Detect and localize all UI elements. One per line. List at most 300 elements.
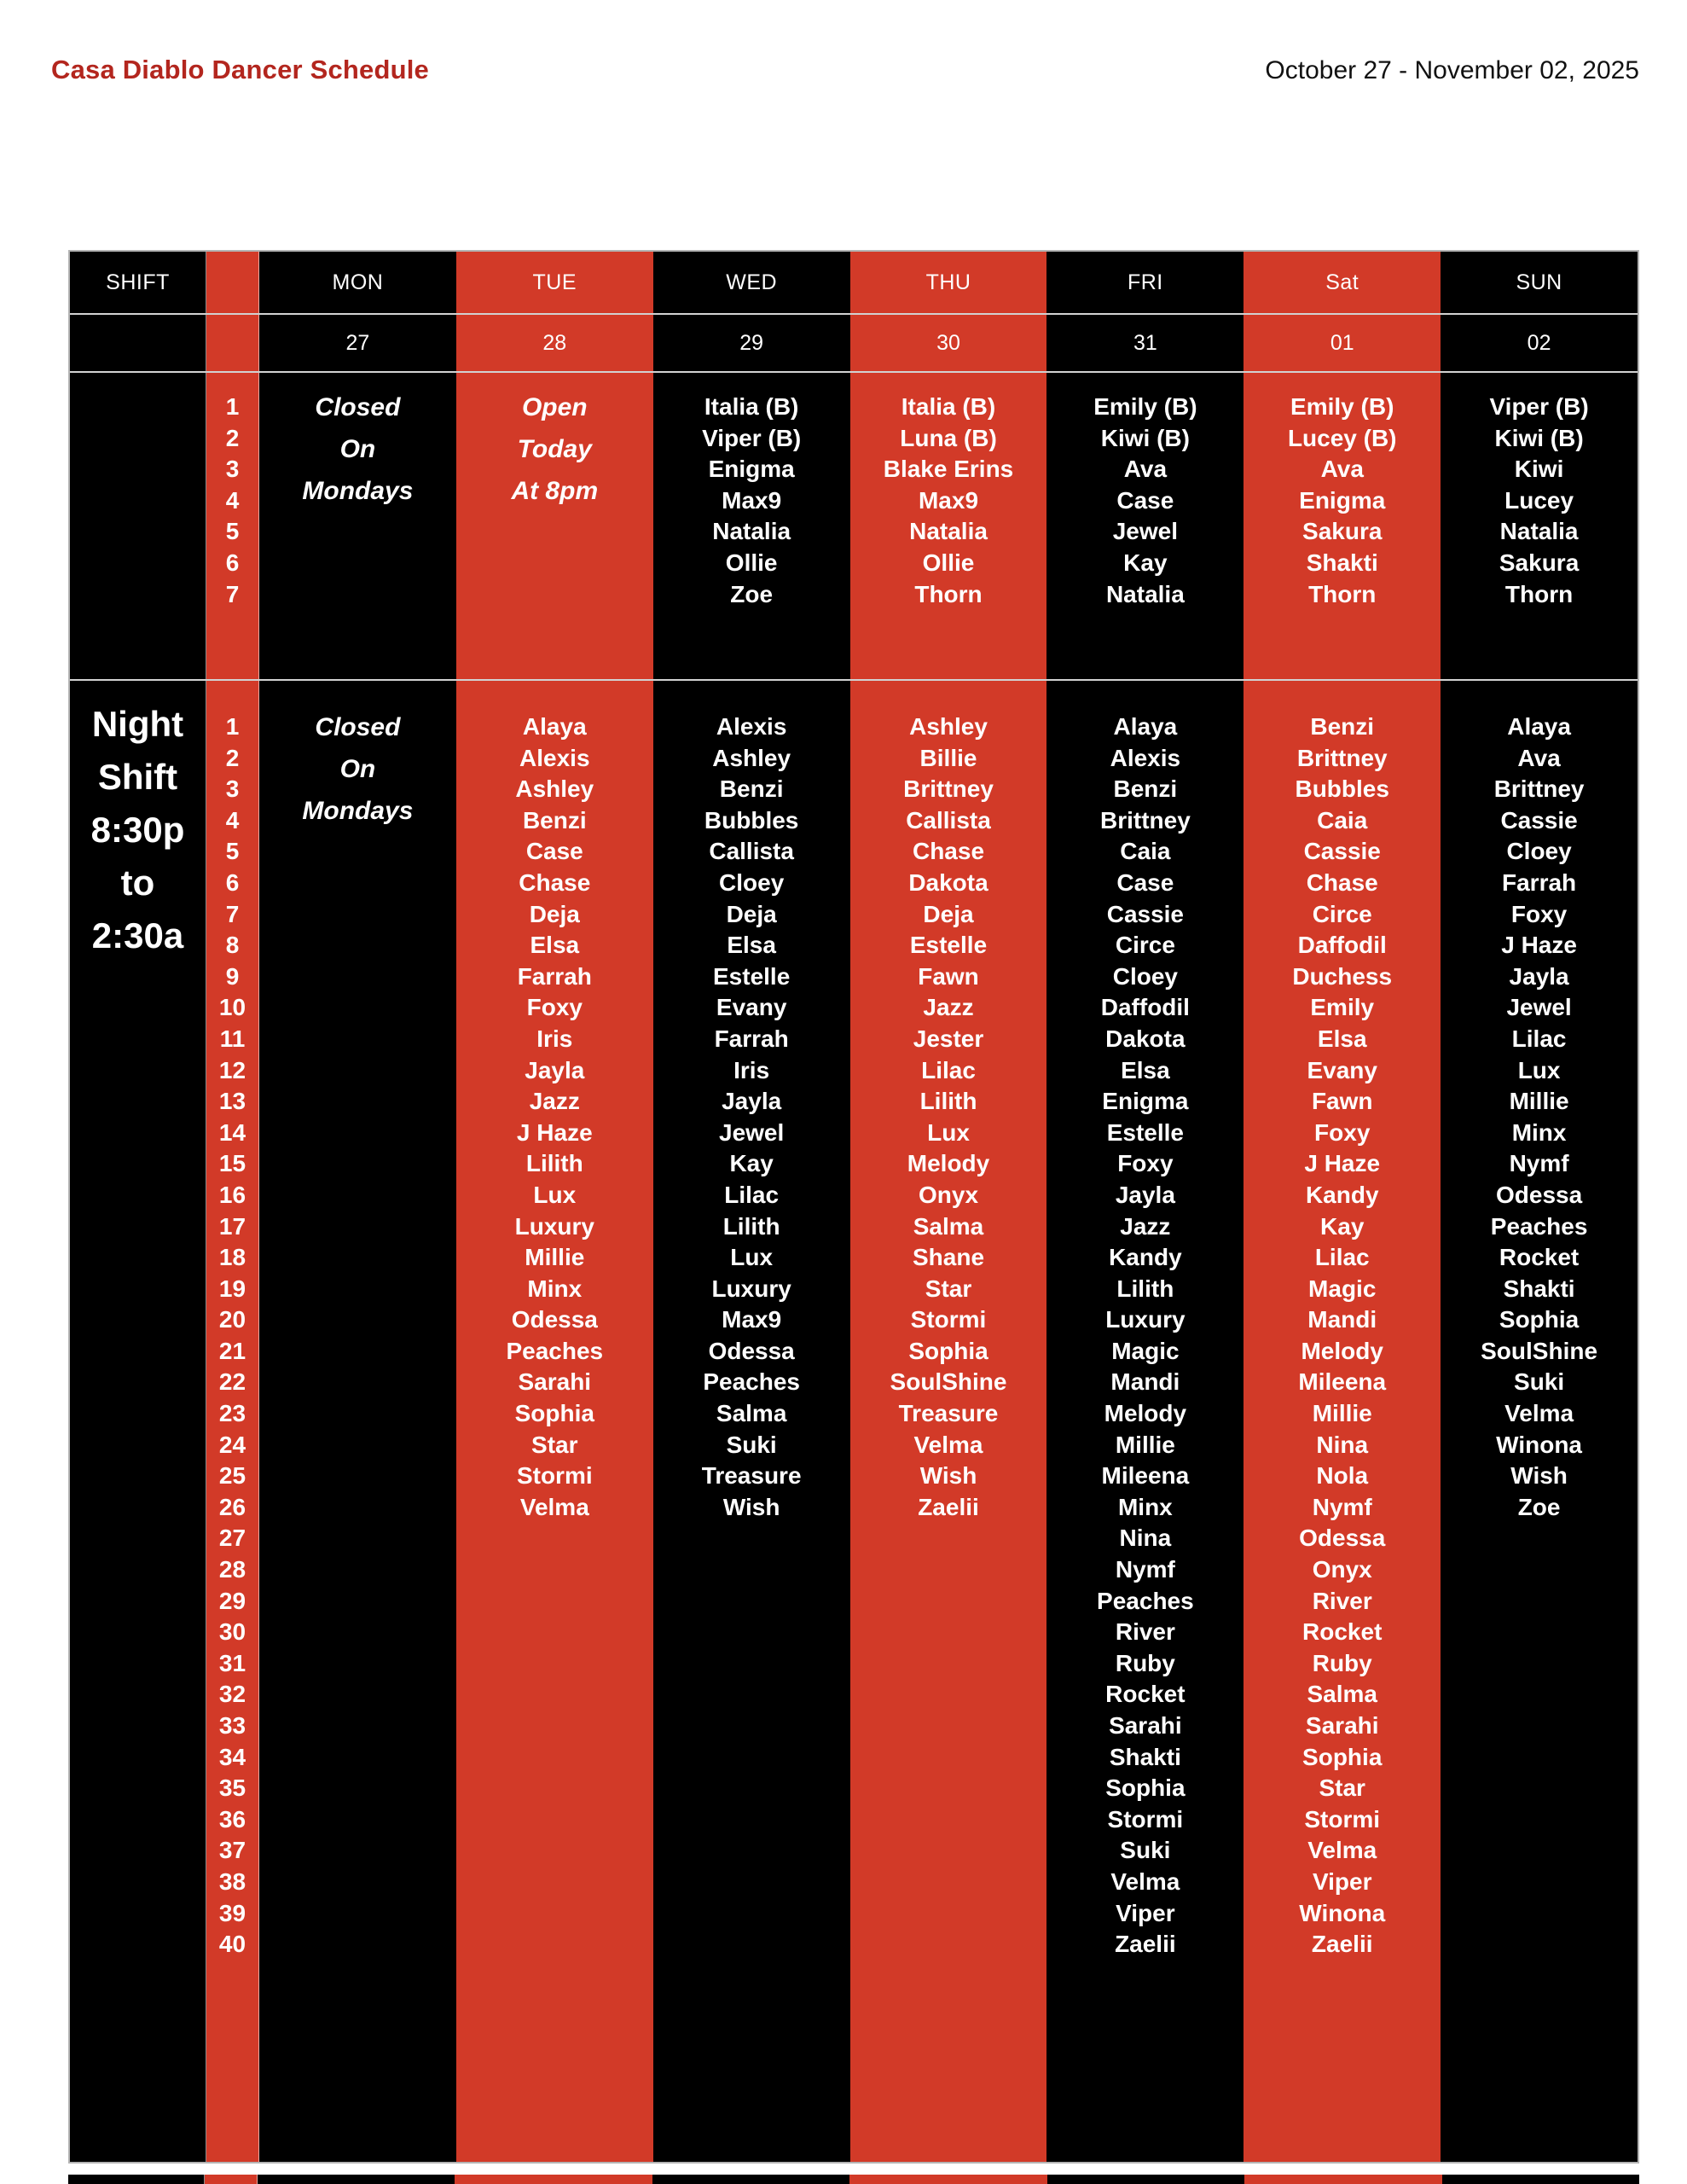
schedule-cell-thu-night — [850, 681, 1047, 2162]
day-header-label: MON — [332, 270, 384, 294]
dancer-name: Millie — [1509, 1088, 1569, 1115]
dancer-name: Jayla — [525, 1056, 585, 1083]
dancer-name: Nymf — [1312, 1493, 1372, 1520]
dancer-name: Alaya — [1113, 713, 1178, 740]
dancer-name: Jewel — [719, 1118, 785, 1146]
shift-label-line: Night — [91, 704, 184, 744]
dancer-name: Daffodil — [1100, 994, 1190, 1021]
dancer-name: Cassie — [1500, 806, 1578, 834]
sliver-cell-sun — [1442, 2175, 1639, 2184]
dancer-name: Emily (B) — [1290, 393, 1394, 420]
schedule-cell-sat-day — [1244, 373, 1441, 679]
dancer-name: Chase — [912, 838, 985, 865]
dancer-name: Magic — [1308, 1275, 1377, 1302]
dancer-name: Minx — [1511, 1118, 1567, 1146]
row-number: 17 — [218, 1212, 246, 1240]
schedule-cell-sun-night — [1441, 681, 1638, 2162]
dancer-name: Chase — [519, 868, 591, 896]
note-line: On — [339, 755, 376, 783]
dancer-name: J Haze — [1501, 932, 1577, 959]
dancer-name: Sakura — [1302, 518, 1383, 545]
dancer-name: Kiwi (B) — [1100, 424, 1190, 451]
dancer-name: Foxy — [1117, 1150, 1174, 1177]
row-number: 35 — [218, 1774, 246, 1802]
dancer-list — [456, 681, 653, 1523]
dancer-name: Wish — [1510, 1462, 1568, 1490]
row-number: 9 — [225, 962, 240, 990]
dancer-name: Cloey — [719, 868, 785, 896]
dancer-name: Lux — [1517, 1056, 1561, 1083]
dancer-name: Brittney — [903, 775, 994, 803]
dancer-name: Rocket — [1302, 1618, 1383, 1646]
dancer-name: Lilith — [722, 1212, 780, 1240]
row-number: 25 — [218, 1462, 246, 1490]
dancer-name: Cassie — [1106, 900, 1185, 927]
dancer-name: Zaelii — [1311, 1931, 1373, 1958]
row-number: 16 — [218, 1181, 246, 1208]
dancer-name: Sarahi — [1305, 1712, 1379, 1739]
dancer-list — [653, 373, 850, 610]
column-header-tue — [456, 252, 653, 313]
row-number: 1 — [225, 393, 240, 420]
dancer-name: Max9 — [918, 486, 979, 514]
dancer-name: Odessa — [1496, 1181, 1583, 1208]
dancer-name: Viper — [1116, 1899, 1175, 1926]
sliver-cell-sat — [1244, 2175, 1441, 2184]
dancer-name: Elsa — [1121, 1056, 1170, 1083]
day-header-label: THU — [925, 270, 971, 294]
dancer-name: Bubbles — [704, 806, 799, 834]
date-label: 28 — [542, 330, 567, 355]
row-number: 10 — [218, 994, 246, 1021]
dancer-name: Lilith — [1116, 1275, 1174, 1302]
dancer-name: Emily (B) — [1093, 393, 1197, 420]
dancer-name: Evany — [1307, 1056, 1377, 1083]
dancer-name: Kay — [1320, 1212, 1365, 1240]
date-range: October 27 - November 02, 2025 — [1265, 56, 1639, 84]
dancer-name: Shakti — [1306, 549, 1378, 576]
date-cell-shift — [70, 315, 206, 371]
dancer-name: Benzi — [719, 775, 784, 803]
dancer-name: Farrah — [714, 1025, 789, 1052]
dancer-name: Deja — [529, 900, 580, 927]
dancer-name: Suki — [726, 1431, 777, 1458]
dancer-name: Millie — [1312, 1400, 1372, 1427]
dancer-name: Treasure — [701, 1462, 802, 1490]
row-number: 3 — [225, 775, 240, 803]
row-number: 7 — [225, 580, 240, 607]
dancer-name: Sakura — [1499, 549, 1580, 576]
dancer-name: Suki — [1514, 1368, 1565, 1396]
day-header-label: SUN — [1516, 270, 1562, 294]
note-text — [259, 681, 456, 832]
date-cell-mon — [259, 315, 456, 371]
dancer-name: Ruby — [1312, 1649, 1372, 1676]
schedule-cell-tue-night — [456, 681, 653, 2162]
column-header-shift — [70, 252, 206, 313]
dancer-name: Kiwi — [1514, 456, 1564, 483]
row-number: 33 — [218, 1712, 246, 1739]
dancer-name: Case — [525, 838, 583, 865]
dancer-name: Minx — [527, 1275, 583, 1302]
date-cell-thu — [850, 315, 1047, 371]
dancer-name: Jayla — [1509, 962, 1569, 990]
dancer-name: Mandi — [1307, 1306, 1377, 1333]
dancer-name: Peaches — [506, 1337, 604, 1364]
date-row — [70, 313, 1638, 371]
column-header-sun — [1441, 252, 1638, 313]
dancer-name: Mandi — [1110, 1368, 1180, 1396]
dancer-name: Farrah — [1502, 868, 1577, 896]
dancer-name: Kay — [729, 1150, 774, 1177]
row-numbers — [206, 681, 258, 1960]
shift-label-cell-day — [70, 373, 206, 679]
dancer-name: Estelle — [909, 932, 988, 959]
dancer-name: Velma — [1307, 1837, 1377, 1864]
header-row — [70, 252, 1638, 313]
dancer-name: SoulShine — [890, 1368, 1007, 1396]
dancer-name: Lilac — [1314, 1244, 1370, 1271]
dancer-list — [850, 373, 1047, 610]
dancer-name: Deja — [923, 900, 974, 927]
dancer-name: Salma — [1307, 1681, 1377, 1708]
dancer-name: Stormi — [1107, 1805, 1184, 1833]
note-line: Open — [521, 393, 588, 421]
dancer-name: Chase — [1306, 868, 1378, 896]
dancer-name: Onyx — [1312, 1556, 1372, 1583]
dancer-name: Jazz — [923, 994, 974, 1021]
dancer-name: Daffodil — [1297, 932, 1387, 959]
dancer-name: Salma — [716, 1400, 787, 1427]
row-number: 36 — [218, 1805, 246, 1833]
dancer-name: Case — [1116, 868, 1174, 896]
row-number: 11 — [219, 1025, 246, 1052]
dancer-name: Melody — [1301, 1337, 1383, 1364]
dancer-name: Alexis — [716, 713, 787, 740]
dancer-name: Elsa — [1317, 1025, 1367, 1052]
dancer-list — [653, 681, 850, 1523]
column-header-thu — [850, 252, 1047, 313]
dancer-name: Velma — [1504, 1400, 1574, 1427]
dancer-name: Zoe — [1517, 1493, 1561, 1520]
schedule-table — [68, 250, 1639, 2164]
dancer-name: Sophia — [514, 1400, 594, 1427]
day-header-label: TUE — [532, 270, 577, 294]
dancer-name: Kandy — [1109, 1244, 1182, 1271]
dancer-name: Foxy — [526, 994, 583, 1021]
date-cell-tue — [456, 315, 653, 371]
schedule-cell-tue-day — [456, 373, 653, 679]
dancer-name: Ashley — [712, 744, 791, 771]
dancer-name: Melody — [907, 1150, 990, 1177]
dancer-name: Max9 — [722, 486, 782, 514]
row-number: 26 — [218, 1493, 246, 1520]
dancer-list — [1244, 373, 1441, 610]
dancer-name: Callista — [709, 838, 794, 865]
page-header — [51, 55, 1639, 85]
row-numbers-cell-day — [206, 373, 259, 679]
date-label: 29 — [739, 330, 764, 355]
dancer-name: Lux — [730, 1244, 774, 1271]
dancer-name: Bubbles — [1295, 775, 1389, 803]
dancer-name: Elsa — [727, 932, 776, 959]
dancer-name: Star — [1319, 1774, 1365, 1802]
row-number: 14 — [218, 1118, 246, 1146]
date-cell-fri — [1046, 315, 1244, 371]
row-number: 1 — [225, 713, 240, 740]
dancer-name: Circe — [1115, 932, 1175, 959]
row-number: 6 — [225, 868, 240, 896]
dancer-name: Dakota — [908, 868, 988, 896]
dancer-name: Lux — [927, 1118, 970, 1146]
dancer-name: Dakota — [1105, 1025, 1186, 1052]
sliver-cell-shift — [68, 2175, 205, 2184]
row-number: 39 — [218, 1899, 246, 1926]
dancer-name: Millie — [1115, 1431, 1175, 1458]
dancer-name: Duchess — [1292, 962, 1393, 990]
dancer-name: Thorn — [914, 580, 983, 607]
dancer-name: Thorn — [1504, 580, 1574, 607]
dancer-name: Kandy — [1305, 1181, 1379, 1208]
dancer-name: Shakti — [1503, 1275, 1575, 1302]
row-number: 4 — [225, 486, 240, 514]
row-numbers-cell-night — [206, 681, 259, 2162]
row-number: 2 — [225, 424, 240, 451]
dancer-name: Treasure — [898, 1400, 999, 1427]
dancer-name: Sophia — [1499, 1306, 1580, 1333]
schedule-cell-sat-night — [1244, 681, 1441, 2162]
column-header-num — [206, 252, 259, 313]
dancer-name: Salma — [913, 1212, 984, 1240]
dancer-name: Alexis — [1110, 744, 1181, 771]
dancer-name: Iris — [733, 1056, 770, 1083]
dancer-name: Odessa — [1299, 1525, 1386, 1552]
dancer-name: Alexis — [519, 744, 590, 771]
dancer-name: Luxury — [711, 1275, 791, 1302]
schedule-cell-sun-day — [1441, 373, 1638, 679]
dancer-name: Sophia — [908, 1337, 988, 1364]
note-line: Mondays — [302, 477, 414, 505]
dancer-name: SoulShine — [1481, 1337, 1598, 1364]
note-line: Closed — [315, 713, 401, 741]
date-cell-wed — [653, 315, 850, 371]
shift-label — [70, 373, 206, 390]
note-line: Today — [517, 435, 592, 463]
date-label: 02 — [1527, 330, 1551, 355]
row-number: 27 — [218, 1525, 246, 1552]
row-number: 34 — [218, 1743, 246, 1770]
dancer-name: Billie — [919, 744, 977, 771]
dancer-name: Minx — [1117, 1493, 1173, 1520]
dancer-name: Onyx — [918, 1181, 979, 1208]
dancer-name: Wish — [722, 1493, 780, 1520]
dancer-name: Wish — [919, 1462, 977, 1490]
row-number: 40 — [218, 1931, 246, 1958]
row-number: 7 — [225, 900, 240, 927]
column-header-sat — [1244, 252, 1441, 313]
dancer-name: Jewel — [1506, 994, 1572, 1021]
schedule-cell-thu-day — [850, 373, 1047, 679]
column-header-fri — [1046, 252, 1244, 313]
dancer-name: Ava — [1320, 456, 1364, 483]
dancer-name: Luna (B) — [900, 424, 997, 451]
row-number: 32 — [218, 1681, 246, 1708]
dancer-name: Fawn — [918, 962, 979, 990]
dancer-name: Stormi — [1304, 1805, 1381, 1833]
next-section-sliver — [68, 2175, 1639, 2184]
dancer-name: Viper — [1312, 1867, 1372, 1895]
shift-label-cell-night — [70, 681, 206, 2162]
dancer-name: Sophia — [1105, 1774, 1186, 1802]
dancer-name: Benzi — [1113, 775, 1178, 803]
schedule-cell-fri-night — [1046, 681, 1244, 2162]
dancer-name: Mileena — [1298, 1368, 1387, 1396]
dancer-list — [850, 681, 1047, 1523]
row-number: 4 — [225, 806, 240, 834]
sliver-cell-tue — [455, 2175, 652, 2184]
dancer-name: Jazz — [1120, 1212, 1171, 1240]
row-number: 28 — [218, 1556, 246, 1583]
dancer-name: Peaches — [1097, 1587, 1194, 1614]
dancer-name: Velma — [1110, 1867, 1180, 1895]
dancer-name: Foxy — [1314, 1118, 1371, 1146]
dancer-name: Ruby — [1115, 1649, 1175, 1676]
sliver-cell-wed — [652, 2175, 849, 2184]
dancer-name: Jayla — [1115, 1181, 1175, 1208]
dancer-name: Lux — [533, 1181, 577, 1208]
dancer-name: Nymf — [1115, 1556, 1175, 1583]
dancer-name: Brittney — [1493, 775, 1585, 803]
dancer-name: River — [1115, 1618, 1175, 1646]
day-header-label: WED — [726, 270, 778, 294]
dancer-name: Evany — [716, 994, 787, 1021]
dancer-name: Brittney — [1296, 744, 1388, 771]
sliver-cell-thu — [849, 2175, 1046, 2184]
note-text — [456, 373, 653, 512]
dancer-name: Nina — [1119, 1525, 1172, 1552]
date-cell-sat — [1244, 315, 1441, 371]
dancer-list — [1441, 373, 1638, 610]
row-number: 24 — [218, 1431, 246, 1458]
column-header-mon — [259, 252, 456, 313]
dancer-name: Italia (B) — [901, 393, 996, 420]
dancer-name: Lucey — [1504, 486, 1574, 514]
day-header-label: FRI — [1127, 270, 1163, 294]
dancer-name: Ashley — [515, 775, 594, 803]
dancer-name: Brittney — [1099, 806, 1191, 834]
note-line: Mondays — [302, 797, 414, 825]
dancer-name: Cloey — [1506, 838, 1572, 865]
section-day-shift — [70, 371, 1638, 679]
dancer-name: Caia — [1317, 806, 1368, 834]
note-text — [259, 373, 456, 512]
dancer-name: Natalia — [712, 518, 791, 545]
dancer-name: Rocket — [1499, 1244, 1580, 1271]
dancer-name: Winona — [1299, 1899, 1386, 1926]
dancer-name: Jazz — [529, 1088, 580, 1115]
row-number: 38 — [218, 1867, 246, 1895]
dancer-name: Kay — [1123, 549, 1168, 576]
dancer-name: Mileena — [1101, 1462, 1190, 1490]
dancer-name: Star — [925, 1275, 972, 1302]
dancer-name: Sarahi — [518, 1368, 592, 1396]
dancer-name: Enigma — [708, 456, 795, 483]
shift-label-line: to — [120, 863, 155, 903]
dancer-name: Shakti — [1109, 1743, 1181, 1770]
sliver-cell-num — [205, 2175, 258, 2184]
row-number: 37 — [218, 1837, 246, 1864]
schedule-cell-mon-night — [259, 681, 456, 2162]
dancer-name: Stormi — [516, 1462, 593, 1490]
dancer-name: Star — [531, 1431, 578, 1458]
dancer-name: Millie — [525, 1244, 585, 1271]
dancer-name: Kiwi (B) — [1494, 424, 1584, 451]
dancer-name: Ollie — [725, 549, 778, 576]
dancer-name: Shane — [912, 1244, 985, 1271]
date-label: 31 — [1133, 330, 1157, 355]
shift-label — [70, 681, 206, 962]
dancer-name: Jewel — [1112, 518, 1178, 545]
dancer-name: Alaya — [522, 713, 587, 740]
page-title: Casa Diablo Dancer Schedule — [51, 55, 430, 84]
row-number: 30 — [218, 1618, 246, 1646]
dancer-name: Viper (B) — [1489, 393, 1589, 420]
dancer-name: Nola — [1316, 1462, 1369, 1490]
dancer-name: Benzi — [1310, 713, 1375, 740]
schedule-cell-fri-day — [1046, 373, 1244, 679]
note-line: On — [339, 435, 376, 463]
dancer-name: Melody — [1104, 1400, 1187, 1427]
row-number: 20 — [218, 1306, 246, 1333]
row-number: 19 — [218, 1275, 246, 1302]
dancer-name: Elsa — [530, 932, 580, 959]
row-number: 15 — [218, 1150, 246, 1177]
dancer-name: Deja — [726, 900, 777, 927]
dancer-name: Case — [1116, 486, 1174, 514]
dancer-name: Estelle — [713, 962, 791, 990]
row-number: 29 — [218, 1587, 246, 1614]
schedule-cell-wed-night — [653, 681, 850, 2162]
dancer-name: Callista — [906, 806, 991, 834]
row-numbers — [206, 373, 258, 610]
dancer-name: Lilac — [724, 1181, 780, 1208]
dancer-name: Estelle — [1106, 1118, 1184, 1146]
date-label: 30 — [936, 330, 960, 355]
dancer-name: Nymf — [1509, 1150, 1569, 1177]
dancer-name: Suki — [1120, 1837, 1171, 1864]
schedule-cell-wed-day — [653, 373, 850, 679]
dancer-name: Cloey — [1112, 962, 1178, 990]
dancer-name: Natalia — [1499, 518, 1579, 545]
dancer-name: Lilith — [525, 1150, 583, 1177]
dancer-name: Blake Erins — [883, 456, 1014, 483]
dancer-name: Ava — [1123, 456, 1168, 483]
note-line: Closed — [315, 393, 401, 421]
dancer-name: Natalia — [1105, 580, 1185, 607]
dancer-list — [1441, 681, 1638, 1523]
dancer-name: Max9 — [722, 1306, 782, 1333]
date-cell-num — [206, 315, 259, 371]
dancer-name: Velma — [519, 1493, 589, 1520]
dancer-name: Winona — [1496, 1431, 1582, 1458]
dancer-name: Caia — [1120, 838, 1171, 865]
dancer-name: Jester — [913, 1025, 984, 1052]
section-night-shift — [70, 679, 1638, 2162]
dancer-name: Rocket — [1105, 1681, 1186, 1708]
dancer-name: Fawn — [1311, 1088, 1373, 1115]
note-line: At 8pm — [511, 477, 599, 505]
dancer-name: Cassie — [1303, 838, 1381, 865]
